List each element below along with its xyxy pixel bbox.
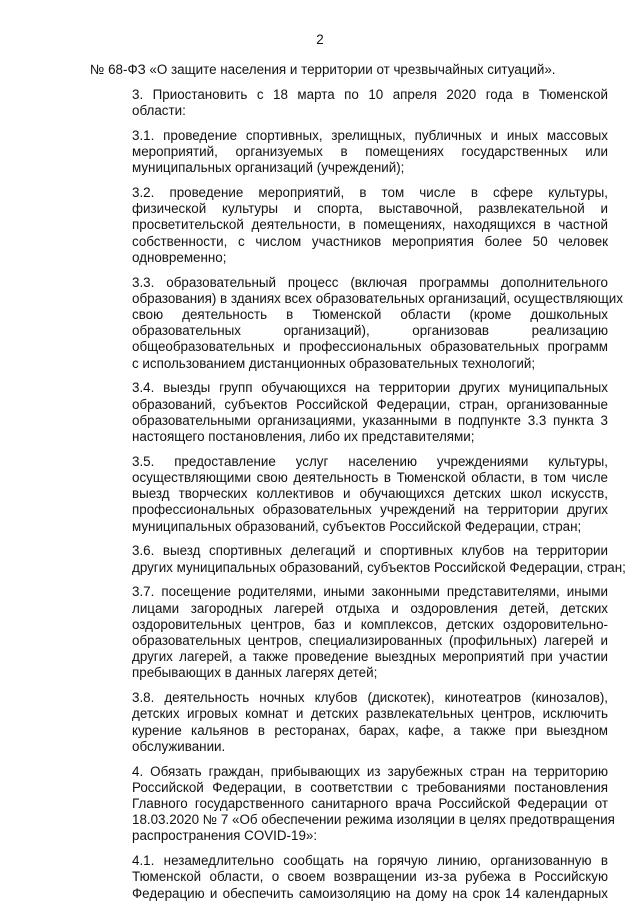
text-line: 3. Приостановить с 18 марта по 10 апреля 2020 года в Тюменской bbox=[132, 86, 608, 102]
text-line: просветительской деятельности, в помещениях, находящихся в частной bbox=[132, 217, 608, 233]
text-line: Федерацию и обеспечить самоизоляцию на дому на срок 14 календарных bbox=[132, 885, 608, 901]
text-line: образований, субъектов Российской Федерации, стран, организованные bbox=[132, 396, 608, 412]
text-line: 18.03.2020 № 7 «Об обеспечении режима изоляции в целях предотвращения bbox=[132, 812, 615, 828]
text-line: выезд творческих коллективов и обучающихся детских школ искусств, bbox=[132, 486, 608, 502]
text-line: Главного государственного санитарного врача Российской Федерации от bbox=[132, 796, 608, 812]
text-line: 3.7. посещение родителями, иными законными представителями, иными bbox=[132, 584, 608, 600]
paragraph-3-2 bbox=[90, 185, 608, 266]
paragraph-3-1 bbox=[90, 128, 608, 177]
text-line: 4. Обязать граждан, прибывающих из зарубежных стран на территорию bbox=[132, 763, 608, 779]
text-line: одновременно; bbox=[132, 249, 227, 265]
text-line: распространения COVID-19»: bbox=[132, 828, 318, 844]
text-line: 3.1. проведение спортивных, зрелищных, публичных и иных массовых bbox=[132, 127, 608, 143]
text-line: 3.4. выезды групп обучающихся на территории других муниципальных bbox=[132, 380, 608, 396]
text-line: свою деятельность в Тюменской области (кроме дошкольных bbox=[132, 307, 608, 323]
text-line: курение кальянов в ресторанах, барах, кафе, а также при выездном bbox=[132, 722, 608, 738]
paragraph-3-3 bbox=[90, 274, 623, 372]
text-line: других муниципальных образований, субъектов Российской Федерации, стран; bbox=[132, 559, 626, 575]
text-line: других лагерей, а также проведение выездных мероприятий при участии bbox=[132, 649, 608, 665]
paragraph-3 bbox=[90, 87, 608, 119]
text-line: муниципальных организаций (учреждений); bbox=[132, 160, 405, 176]
text-line: 3.8. деятельность ночных клубов (дискотек), кинотеатров (кинозалов), bbox=[132, 690, 608, 706]
text-line: общеобразовательных и профессиональных образовательных программ bbox=[132, 339, 608, 355]
paragraph-3-8 bbox=[90, 690, 608, 755]
paragraph-4 bbox=[90, 763, 615, 845]
text-line: пребывающих в данных лагерях детей; bbox=[132, 665, 378, 681]
text-line: обслуживании. bbox=[132, 738, 226, 754]
text-line: собственности, с числом участников мероприятия более 50 человек bbox=[132, 233, 608, 249]
page-number: 2 bbox=[316, 32, 324, 47]
text-line: образования) в зданиях всех образовательных организаций, осуществляющих bbox=[132, 290, 623, 306]
text-line: 3.2. проведение мероприятий, в том числе в сфере культуры, bbox=[132, 185, 608, 200]
document-body bbox=[90, 62, 626, 910]
paragraph-intro bbox=[90, 62, 608, 78]
text-line: с использованием дистанционных образовательных технологий; bbox=[132, 355, 536, 371]
text-line: настоящего постановления, либо их представителями; bbox=[132, 429, 475, 445]
text-line: мероприятий, организуемых в помещениях государственных или bbox=[132, 144, 608, 159]
text-line: 3.5. предоставление услуг населению учреждениями культуры, bbox=[132, 453, 608, 469]
text-line: образовательных центров, специализированных (профильных) лагерей и bbox=[132, 633, 608, 649]
text-line: осуществляющими свою деятельность в Тюменской области, в том числе bbox=[132, 470, 608, 486]
text-line: 3.6. выезд спортивных делегаций и спортивных клубов на территории bbox=[132, 543, 608, 559]
text-line: 3.3. образовательный процесс (включая программы дополнительного bbox=[132, 274, 608, 290]
text-line: образовательных организаций), организовав реализацию bbox=[132, 323, 608, 339]
text-line: образовательными организациями, указанными в подпункте 3.3 пункта 3 bbox=[132, 412, 608, 428]
text-line: 4.1. незамедлительно сообщать на горячую линию, организованную в bbox=[132, 853, 608, 869]
paragraph-3-4 bbox=[90, 380, 608, 445]
text-line: № 68-ФЗ «О защите населения и территории от чрезвычайных ситуаций». bbox=[90, 62, 556, 77]
paragraph-3-5 bbox=[90, 454, 608, 535]
text-line: профессиональных образовательных учреждений на территории других bbox=[132, 502, 608, 518]
text-line: оздоровительных центров, баз и комплексов, детских оздоровительно- bbox=[132, 616, 608, 632]
text-line: Российской Федерации, в соответствии с требованиями постановления bbox=[132, 779, 608, 795]
text-line: области: bbox=[132, 103, 186, 118]
text-line: Тюменской области, о своем возвращении из-за рубежа в Российскую bbox=[132, 869, 608, 885]
text-line: физической культуры и спорта, выставочной, развлекательной и bbox=[132, 201, 608, 217]
paragraph-4-1 bbox=[90, 853, 608, 902]
text-line: муниципальных образований, субъектов Российской Федерации, стран; bbox=[132, 518, 582, 534]
paragraph-3-7 bbox=[90, 584, 608, 681]
text-line: детских игровых комнат и детских развлекательных центров, исключить bbox=[132, 706, 608, 722]
paragraph-3-6 bbox=[90, 543, 626, 575]
text-line: лицами загородных лагерей отдыха и оздоровления детей, детских bbox=[132, 600, 608, 616]
